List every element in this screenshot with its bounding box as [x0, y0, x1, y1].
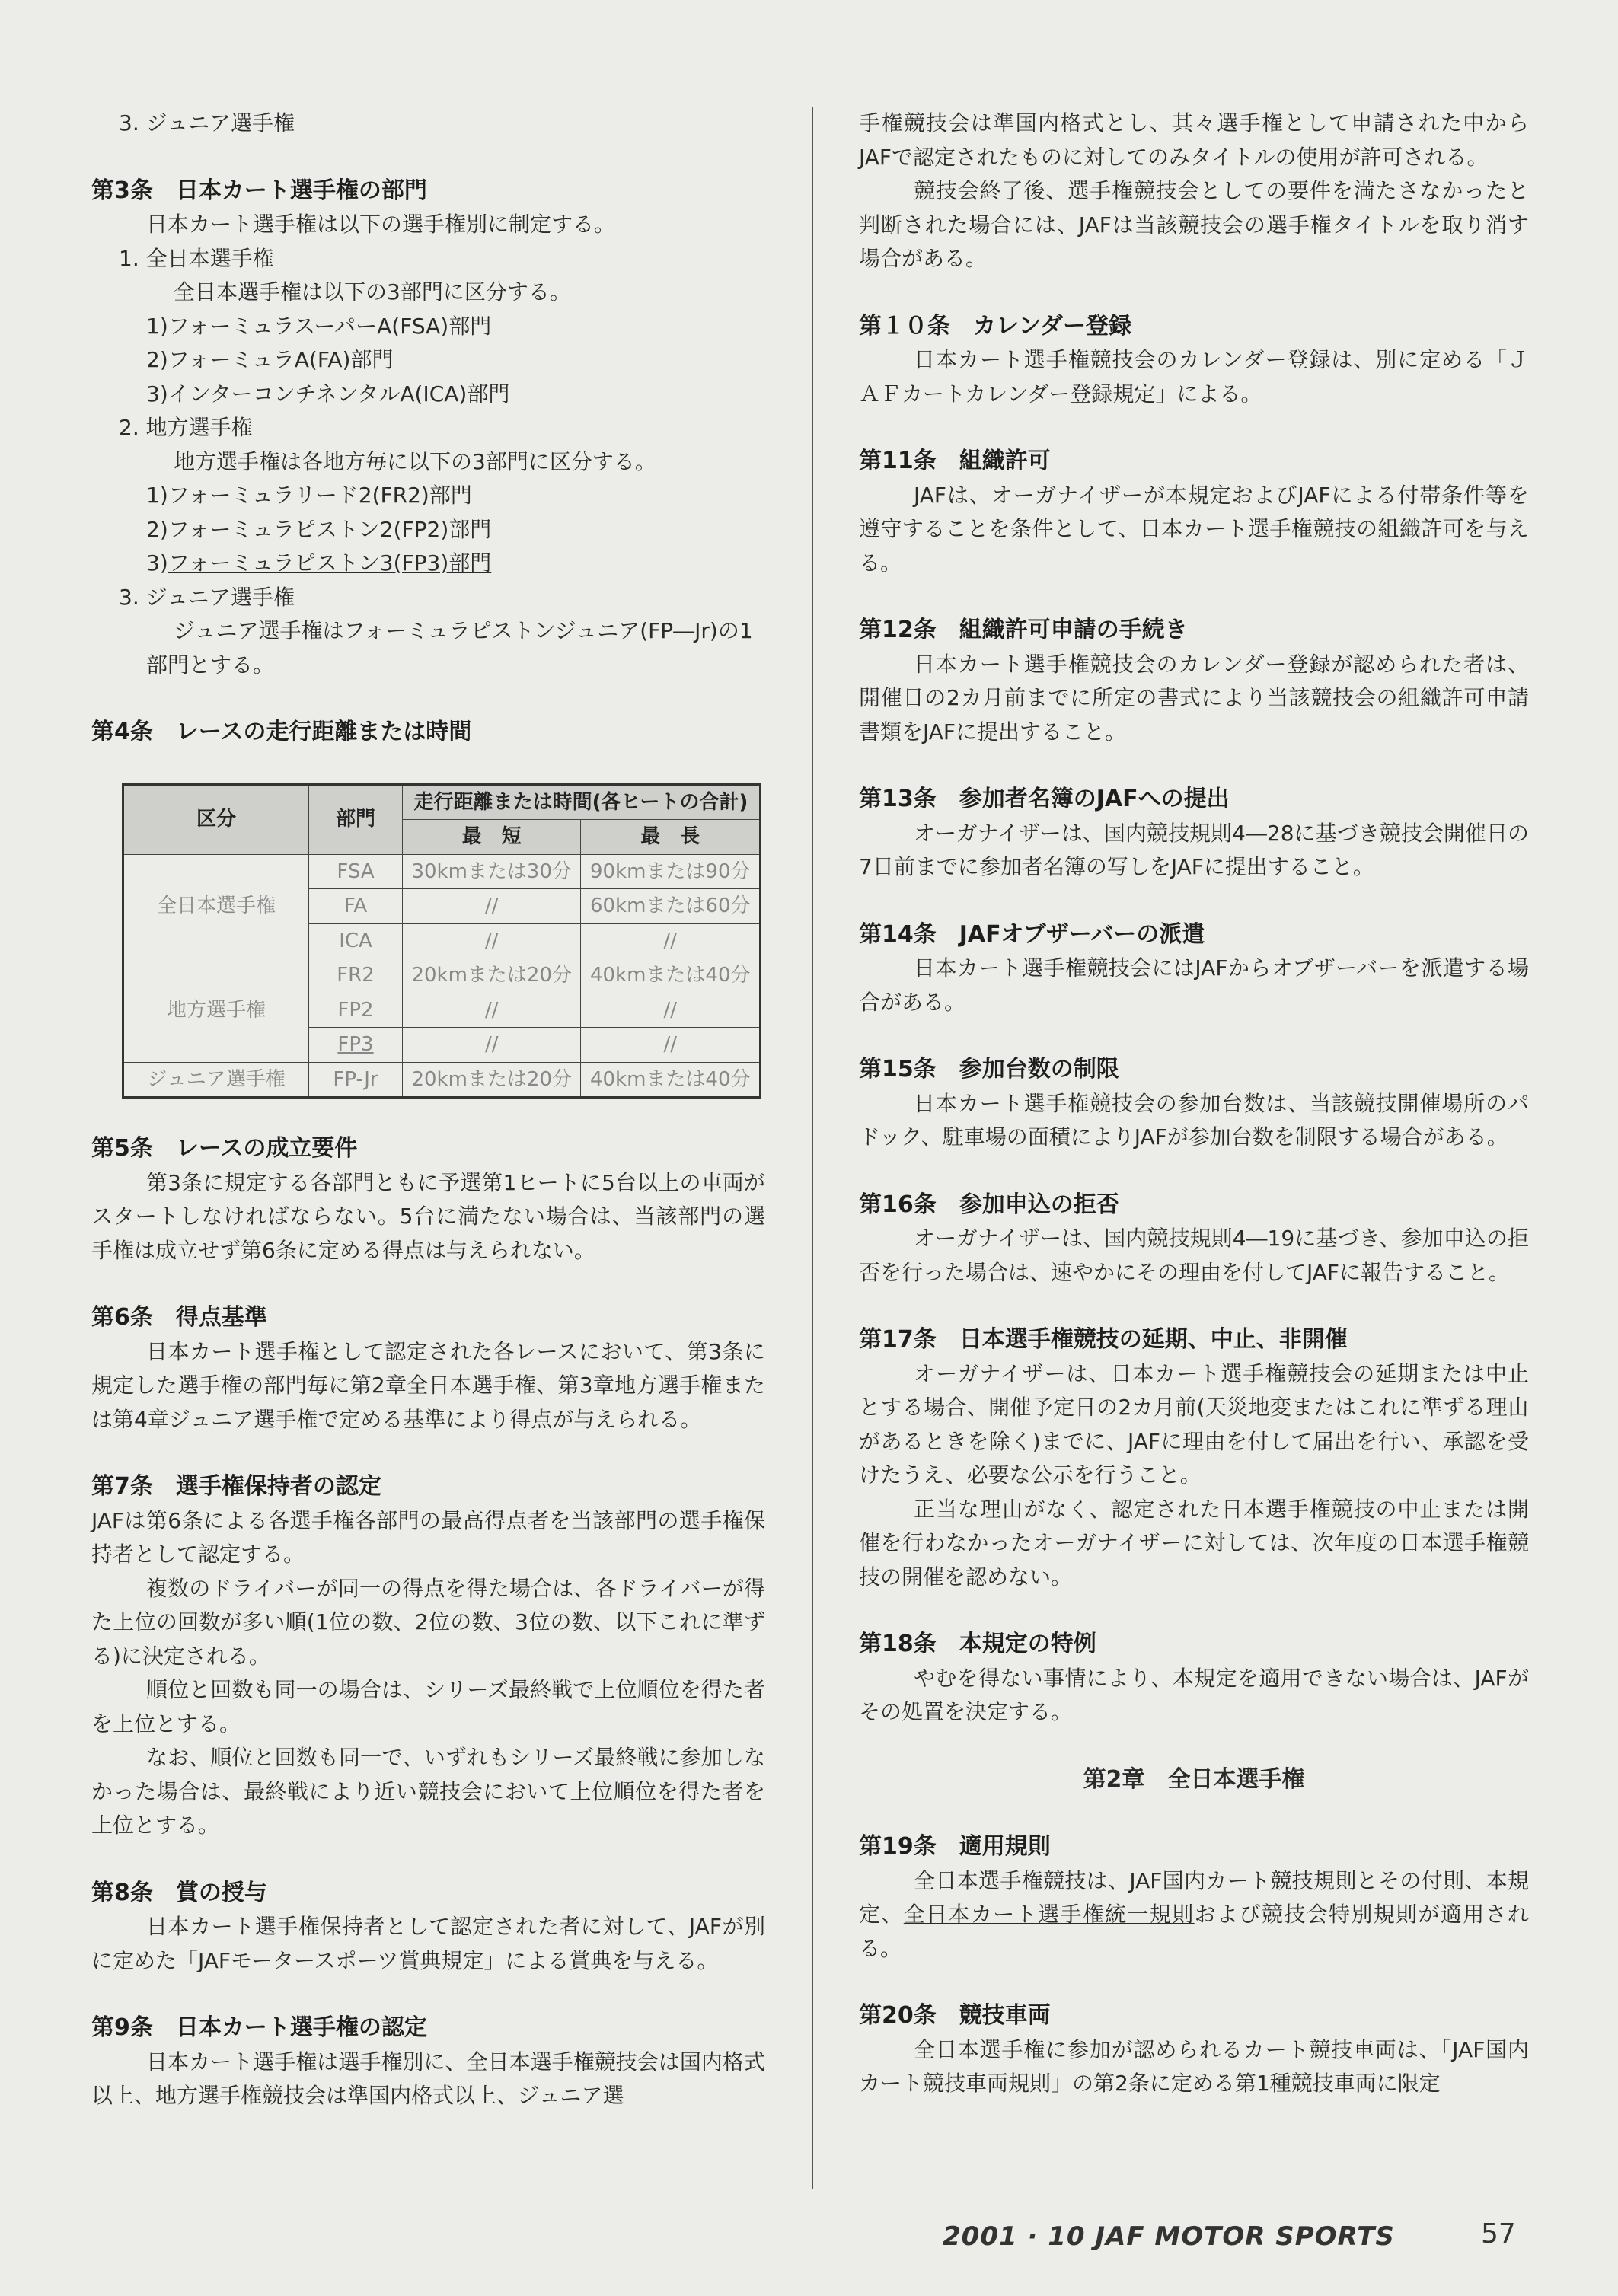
paragraph: 手権競技会は準国内格式とし、其々選手権として申請された中からJAFで認定されたものに対してのみタイトルの使用が許可される。 [859, 110, 1529, 170]
min-cell: // [403, 889, 581, 924]
text-span: および競技会特別規則が適用される。 [859, 1902, 1529, 1961]
paragraph: 日本カート選手権保持者として認定された者に対して、JAFが別に定めた「JAFモータースポーツ賞典規定」による賞典を与える。 [91, 1914, 765, 1973]
table-row [123, 854, 761, 889]
min-cell: // [403, 923, 581, 958]
article-12-title: 第12条 組織許可申請の手続き [859, 617, 1188, 643]
article-10-title: 第１０条 カレンダー登録 [859, 312, 1132, 340]
min-cell: 20kmまたは20分 [403, 1062, 581, 1098]
article-9-title: 第9条 日本カート選手権の認定 [91, 2014, 427, 2041]
article-17-title: 第17条 日本選手権競技の延期、中止、非開催 [859, 1326, 1348, 1353]
paragraph: 日本カート選手権として認定された各レースにおいて、第3条に規定した選手権の部門毎に第2章全日本選手権、第3章地方選手権または第4章ジュニア選手権で定める基準により得点が与えられる。 [91, 1338, 765, 1432]
paragraph: 全日本選手権は以下の3部門に区分する。 [174, 279, 571, 305]
class-cell: FR2 [309, 958, 403, 993]
article-14-title: 第14条 JAFオブザーバーの派遣 [859, 920, 1205, 948]
header-min: 最 短 [403, 820, 581, 855]
list-item: 1)フォーミュラスーパーA(FSA)部門 [146, 313, 492, 339]
class-cell: ICA [309, 923, 403, 958]
header-category: 区分 [123, 784, 309, 854]
paragraph: 地方選手権は各地方毎に以下の3部門に区分する。 [174, 448, 656, 474]
article-6-title: 第6条 得点基準 [91, 1304, 267, 1331]
class-cell: FA [309, 889, 403, 924]
paragraph: 複数のドライバーが同一の得点を得た場合は、各ドライバーが得た上位の回数が多い順(1位の数、2位の数、3位の数、以下これに準ずる)に決定される。 [91, 1575, 765, 1669]
min-cell: 30kmまたは30分 [403, 854, 581, 889]
paragraph: オーガナイザーは、国内競技規則4―28に基づき競技会開催日の7日前までに参加者名簿の写しをJAFに提出すること。 [859, 820, 1529, 879]
category-cell: ジュニア選手権 [123, 1062, 309, 1098]
article-3-title: 第3条 日本カート選手権の部門 [91, 177, 427, 204]
class-cell: FSA [309, 854, 403, 889]
article-11-title: 第11条 組織許可 [859, 448, 1051, 474]
paragraph: 日本カート選手権競技会のカレンダー登録が認められた者は、開催日の2カ月前までに所定の書式により当該競技会の組織許可申請書類をJAFに提出すること。 [859, 651, 1529, 745]
list-item: 2)フォーミュラA(FA)部門 [146, 347, 394, 372]
paragraph: JAFは、オーガナイザーが本規定およびJAFによる付帯条件等を遵守することを条件として、日本カート選手権競技の組織許可を与える。 [859, 482, 1529, 576]
class-cell: FP-Jr [309, 1062, 403, 1098]
page-number: 57 [1481, 2218, 1516, 2250]
distance-table [122, 783, 761, 1099]
paragraph: ジュニア選手権はフォーミュラピストンジュニア(FP―Jr)の1 [174, 618, 753, 643]
max-cell: 40kmまたは40分 [581, 1062, 761, 1098]
paragraph: 全日本選手権に参加が認められるカート競技車両は、「JAF国内カート競技車両規則」の第2条に定める第1種競技車両に限定 [859, 2036, 1529, 2096]
paragraph: オーガナイザーは、国内競技規則4―19に基づき、参加申込の拒否を行った場合は、速やかにその理由を付してJAFに報告すること。 [859, 1226, 1529, 1285]
article-8-title: 第8条 賞の授与 [91, 1879, 267, 1906]
header-max: 最 長 [581, 820, 761, 855]
paragraph: やむを得ない事情により、本規定を適用できない場合は、JAFがその処置を決定する。 [859, 1665, 1529, 1724]
table-row [123, 1062, 761, 1098]
paragraph: 日本カート選手権は選手権別に、全日本選手権競技会は国内格式以上、地方選手権競技会は準国内格式以上、ジュニア選 [91, 2049, 765, 2108]
paragraph: なお、順位と回数も同一で、いずれもシリーズ最終戦に参加しなかった場合は、最終戦により近い競技会において上位順位を得た者を上位とする。 [91, 1745, 765, 1838]
article-7-title: 第7条 選手権保持者の認定 [91, 1473, 381, 1500]
magazine-footer: 2001 · 10 JAF MOTOR SPORTS [943, 2221, 1395, 2252]
min-cell: // [403, 1028, 581, 1063]
max-cell: // [581, 993, 761, 1028]
article-5-title: 第5条 レースの成立要件 [91, 1135, 358, 1162]
article-4-title: 第4条 レースの走行距離または時間 [91, 719, 472, 745]
category-cell: 全日本選手権 [123, 854, 309, 958]
article-16-title: 第16条 参加申込の拒否 [859, 1191, 1119, 1218]
paragraph: 競技会終了後、選手権競技会としての要件を満たさなかったと判断された場合には、JAFは当該競技会の選手権タイトルを取り消す場合がある。 [859, 178, 1529, 271]
list-item: 1. 全日本選手権 [119, 245, 274, 271]
paragraph [859, 1864, 1529, 1966]
list-item: 2)フォーミュラピストン2(FP2)部門 [146, 516, 492, 542]
underlined-text: フォーミュラピストン3(FP3)部門 [168, 550, 492, 576]
right-column [859, 107, 1529, 2101]
list-item: 3. ジュニア選手権 [119, 110, 295, 136]
paragraph: 日本カート選手権競技会にはJAFからオブザーバーを派遣する場合がある。 [859, 955, 1529, 1015]
article-20-title: 第20条 競技車両 [859, 2002, 1051, 2029]
paragraph: 日本カート選手権は以下の選手権別に制定する。 [146, 212, 616, 237]
max-cell: 40kmまたは40分 [581, 958, 761, 993]
paragraph: 正当な理由がなく、認定された日本選手権競技の中止または開催を行わなかったオーガナイザーに対しては、次年度の日本選手権競技の開催を認めない。 [859, 1496, 1529, 1590]
paragraph: 順位と回数も同一の場合は、シリーズ最終戦で上位順位を得た者を上位とする。 [91, 1677, 765, 1736]
max-cell: 90kmまたは90分 [581, 854, 761, 889]
class-cell: FP2 [309, 993, 403, 1028]
min-cell: 20kmまたは20分 [403, 958, 581, 993]
paragraph: オーガナイザーは、日本カート選手権競技会の延期または中止とする場合、開催予定日の2カ月前(天災地変またはこれに準ずる理由があるときを除く)までに、JAFに理由を付して届出を行い、承認を受けたうえ、必要な公示を行うこと。 [859, 1360, 1529, 1488]
list-item: 3. ジュニア選手権 [119, 584, 295, 610]
table-row [123, 958, 761, 993]
max-cell: 60kmまたは60分 [581, 889, 761, 924]
paragraph: JAFは第6条による各選手権各部門の最高得点者を当該部門の選手権保持者として認定する。 [91, 1507, 765, 1567]
list-item: 2. 地方選手権 [119, 415, 253, 440]
chapter-heading: 第2章 全日本選手権 [1083, 1765, 1305, 1793]
list-number: 3) [146, 550, 168, 576]
left-column [91, 107, 765, 2113]
article-18-title: 第18条 本規定の特例 [859, 1631, 1096, 1657]
article-19-title: 第19条 適用規則 [859, 1833, 1051, 1860]
min-cell: // [403, 993, 581, 1028]
list-item: 3)インターコンチネンタルA(ICA)部門 [146, 381, 510, 407]
list-item [91, 547, 765, 581]
max-cell: // [581, 923, 761, 958]
header-distance: 走行距離または時間(各ヒートの合計) [403, 784, 761, 820]
header-class: 部門 [309, 784, 403, 854]
category-cell: 地方選手権 [123, 958, 309, 1063]
paragraph: 日本カート選手権競技会の参加台数は、当該競技開催場所のパドック、駐車場の面積によりJAFが参加台数を制限する場合がある。 [859, 1090, 1529, 1150]
article-13-title: 第13条 参加者名簿のJAFへの提出 [859, 786, 1230, 812]
column-divider [812, 107, 813, 2189]
text-span: 全日本選手権競技は、JAF国内カート競技規則とその付則、本規定、 [859, 1867, 1529, 1927]
paragraph: 部門とする。 [146, 652, 275, 678]
max-cell: // [581, 1028, 761, 1063]
list-item: 1)フォーミュラリード2(FR2)部門 [146, 483, 472, 508]
article-15-title: 第15条 参加台数の制限 [859, 1056, 1119, 1083]
rules-reference-link: 全日本カート選手権統一規則 [903, 1902, 1195, 1927]
paragraph: 日本カート選手権競技会のカレンダー登録は、別に定める「ＪＡＦカートカレンダー登録規定」による。 [859, 347, 1529, 407]
paragraph: 第3条に規定する各部門ともに予選第1ヒートに5台以上の車両がスタートしなければならない。5台に満たない場合は、当該部門の選手権は成立せず第6条に定める得点は与えられない。 [91, 1169, 765, 1263]
class-cell: FP3 [309, 1028, 403, 1063]
